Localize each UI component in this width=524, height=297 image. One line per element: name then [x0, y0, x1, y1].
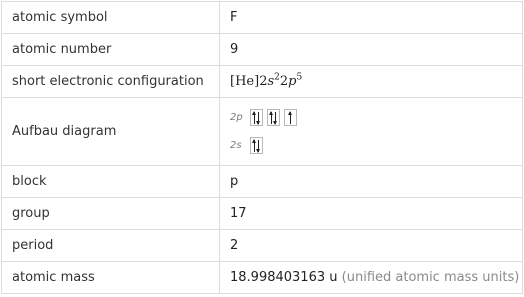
spin-down-arrow-icon	[258, 140, 259, 152]
electron-config-exp1: 2	[274, 72, 280, 83]
orbital-box	[250, 109, 263, 126]
atomic-symbol-value: F	[220, 2, 523, 34]
electron-config-n1: 2	[259, 74, 268, 89]
group-label: group	[2, 198, 220, 230]
spin-up-arrow-icon	[254, 140, 255, 152]
block-label: block	[2, 166, 220, 198]
orbital-box	[267, 109, 280, 126]
table-row	[2, 2, 523, 34]
atomic-number-value: 9	[220, 34, 523, 66]
atomic-symbol-label: atomic symbol	[2, 2, 220, 34]
orbital-2p	[230, 106, 512, 130]
orbital-2s	[230, 134, 512, 158]
table-row	[2, 230, 523, 262]
electron-config-exp2: 5	[296, 72, 303, 83]
atomic-number-label: atomic number	[2, 34, 220, 66]
spin-up-arrow-icon	[254, 112, 255, 124]
table-row	[2, 34, 523, 66]
spin-down-arrow-icon	[258, 112, 259, 124]
orbital-box	[250, 137, 263, 154]
electron-config-label: short electronic configuration	[2, 66, 220, 98]
aufbau-orbitals	[230, 106, 512, 158]
group-value: 17	[220, 198, 523, 230]
table-row	[2, 166, 523, 198]
orbital-box	[284, 109, 297, 126]
atomic-mass-unit-note: (unified atomic mass units)	[341, 270, 520, 285]
spin-up-arrow-icon	[290, 112, 291, 124]
element-properties-table	[1, 1, 523, 294]
period-label: period	[2, 230, 220, 262]
electron-config-core: [He]	[230, 74, 260, 89]
atomic-mass-number: 18.998403163	[230, 270, 326, 285]
atomic-mass-label: atomic mass	[2, 262, 220, 294]
period-value: 2	[220, 230, 523, 262]
electron-config-n2: 2	[279, 74, 289, 89]
atomic-mass-unit: u	[329, 270, 338, 285]
table-row	[2, 98, 523, 166]
orbital-label: 2s	[230, 140, 242, 151]
block-value: p	[220, 166, 523, 198]
spin-up-arrow-icon	[271, 112, 272, 124]
atomic-mass-value	[220, 262, 523, 294]
aufbau-diagram	[220, 98, 523, 166]
electron-config-sub2: p	[288, 74, 297, 89]
aufbau-label: Aufbau diagram	[2, 98, 220, 166]
table-row	[2, 66, 523, 98]
orbital-label: 2p	[230, 112, 243, 123]
spin-down-arrow-icon	[275, 112, 276, 124]
electron-config-value	[220, 66, 523, 98]
electron-config-sub1: s	[267, 74, 275, 89]
table-row	[2, 198, 523, 230]
table-row	[2, 262, 523, 294]
